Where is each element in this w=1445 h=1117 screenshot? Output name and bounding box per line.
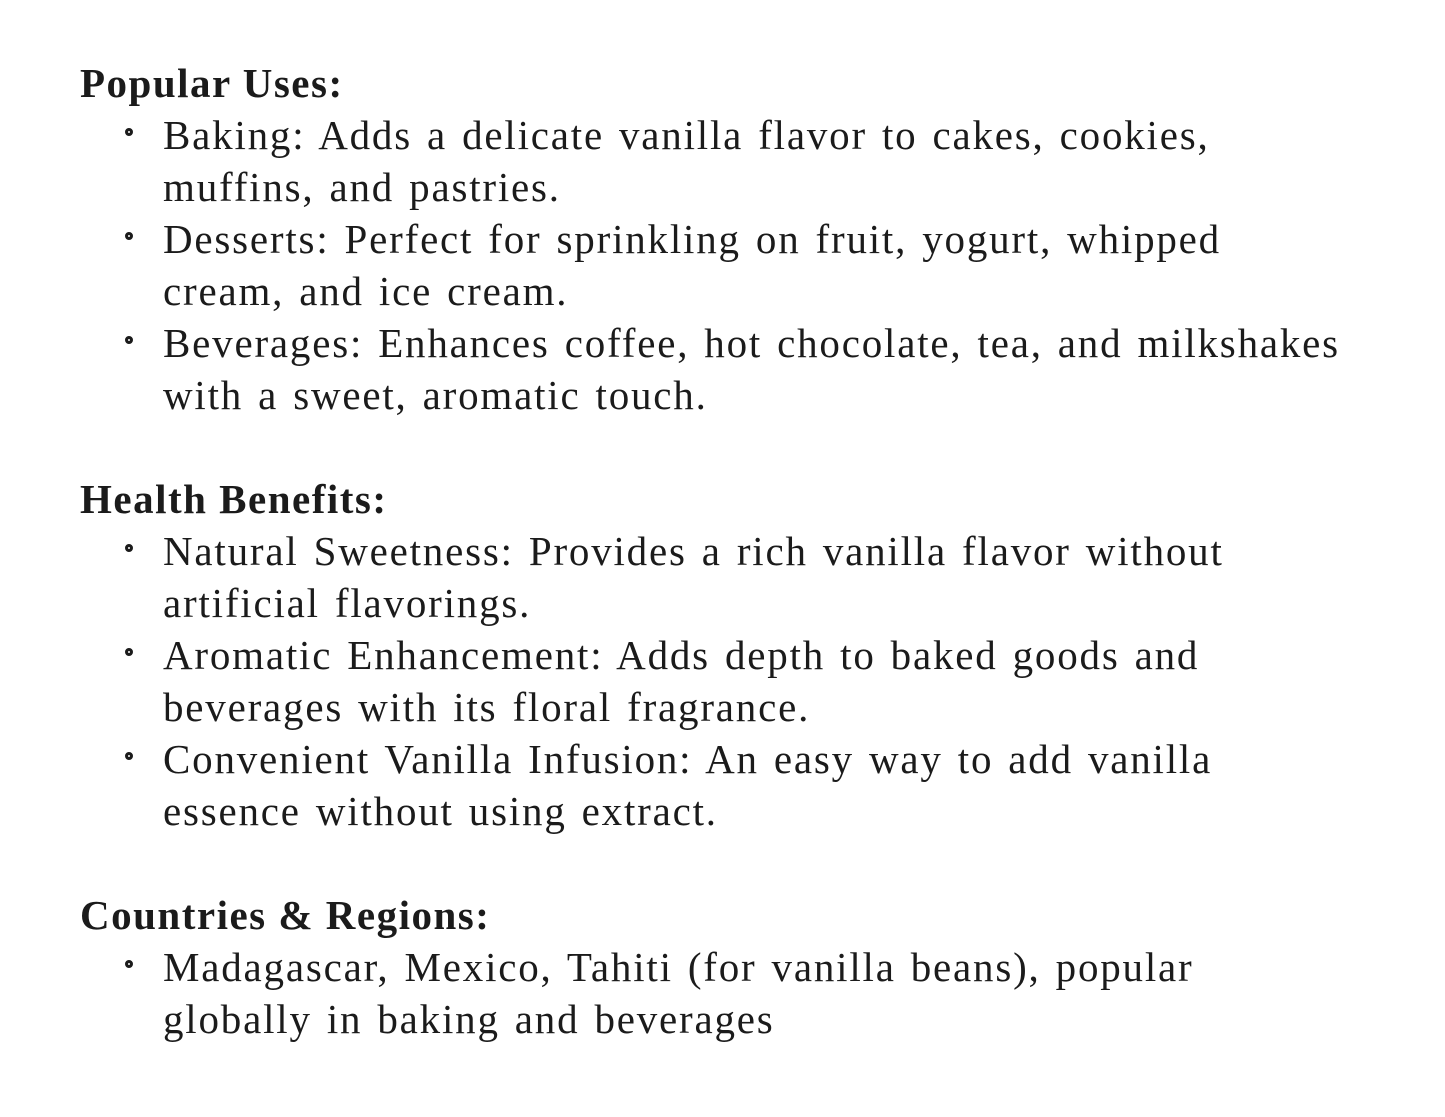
list-item (80, 941, 1348, 1045)
section-health-benefits (80, 473, 1445, 837)
list-item-text: Baking: Adds a delicate vanilla flavor to cakes, cookies, muffins, and pastries. (163, 112, 1210, 210)
circle-bullet-icon (125, 752, 133, 760)
bullet-list (80, 941, 1445, 1045)
section-heading: Health Benefits: (80, 476, 388, 522)
list-item (80, 525, 1348, 629)
section-countries-regions (80, 889, 1445, 1045)
circle-bullet-icon (125, 648, 133, 656)
circle-bullet-icon (125, 544, 133, 552)
circle-bullet-icon (125, 336, 133, 344)
section-heading: Countries & Regions: (80, 892, 491, 938)
bullet-list (80, 109, 1445, 421)
section-heading: Popular Uses: (80, 60, 344, 106)
list-item-text: Convenient Vanilla Infusion: An easy way to add vanilla essence without using extract. (163, 736, 1213, 834)
bullet-list (80, 525, 1445, 837)
list-item-text: Aromatic Enhancement: Adds depth to baked goods and beverages with its floral fragrance. (163, 632, 1200, 730)
list-item-text: Beverages: Enhances coffee, hot chocolate, tea, and milkshakes with a sweet, aromatic touch. (163, 320, 1340, 418)
circle-bullet-icon (125, 232, 133, 240)
list-item-text: Natural Sweetness: Provides a rich vanilla flavor without artificial flavorings. (163, 528, 1224, 626)
circle-bullet-icon (125, 960, 133, 968)
list-item (80, 317, 1348, 421)
section-popular-uses (80, 57, 1445, 421)
list-item (80, 629, 1348, 733)
list-item-text: Desserts: Perfect for sprinkling on fruit, yogurt, whipped cream, and ice cream. (163, 216, 1221, 314)
list-item-text: Madagascar, Mexico, Tahiti (for vanilla beans), popular globally in baking and beverages (163, 944, 1194, 1042)
list-item (80, 733, 1348, 837)
list-item (80, 109, 1348, 213)
circle-bullet-icon (125, 128, 133, 136)
list-item (80, 213, 1348, 317)
